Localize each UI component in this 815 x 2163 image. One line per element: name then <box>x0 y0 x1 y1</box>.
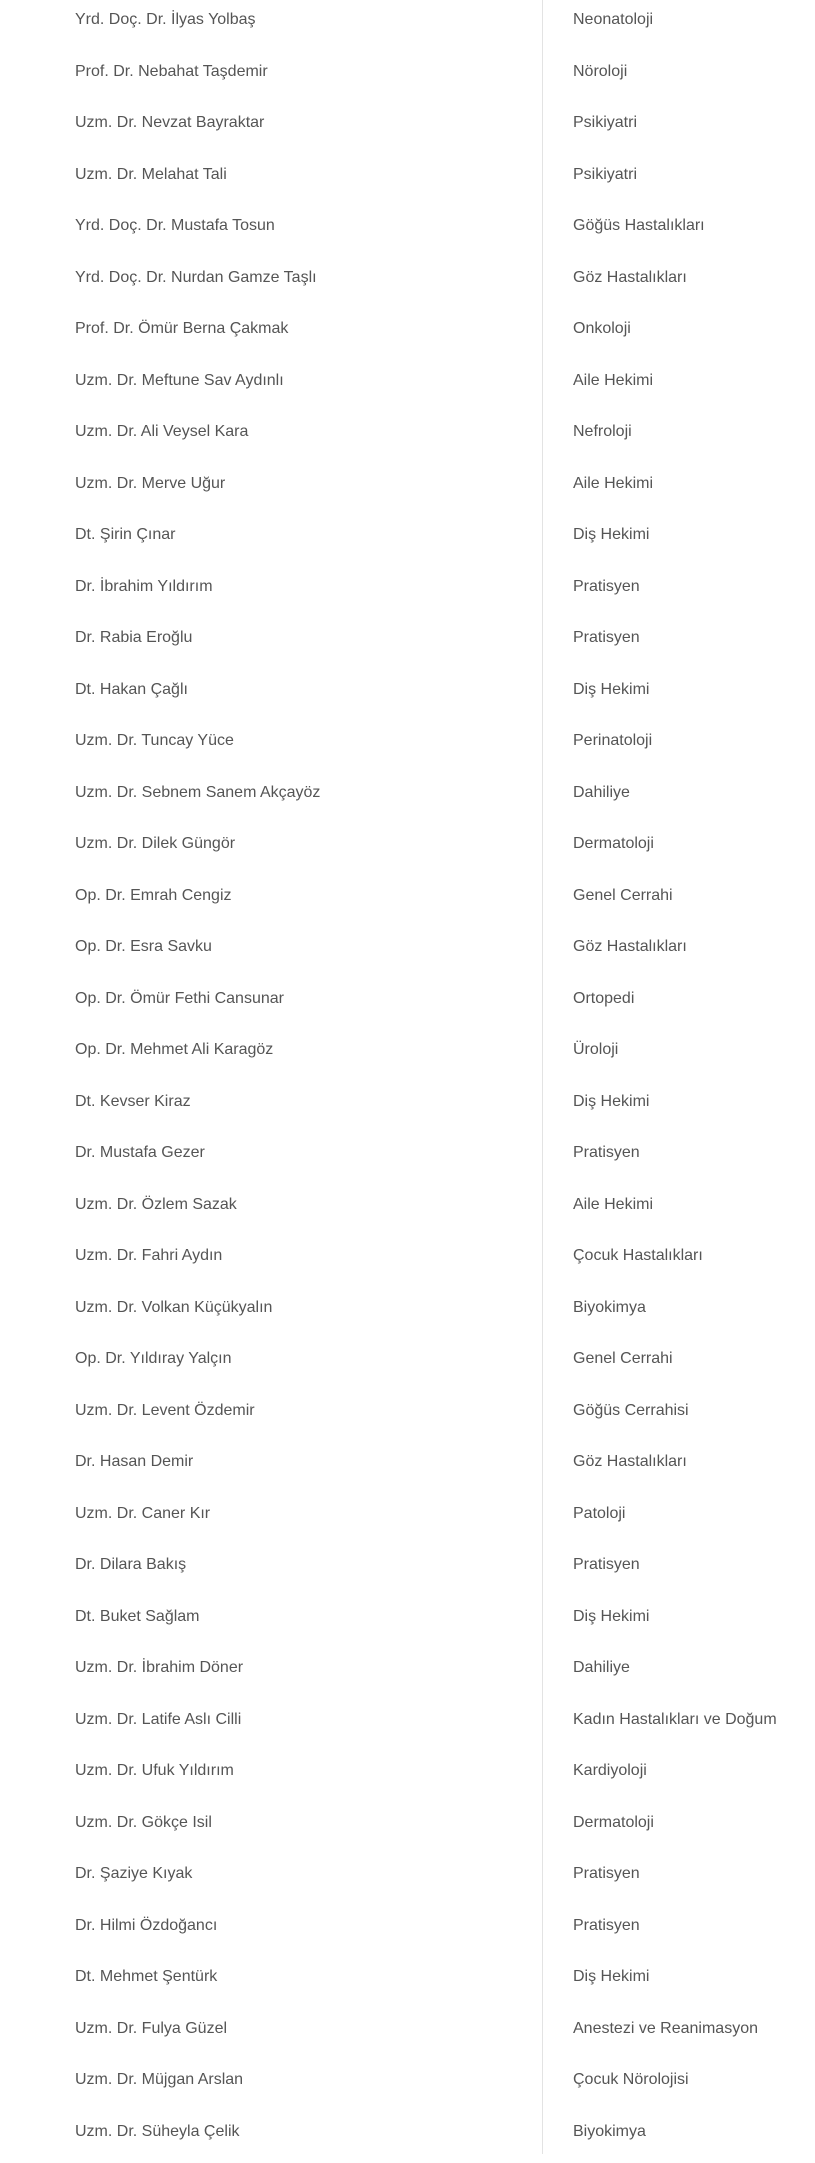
doctor-department: Nefroloji <box>573 412 632 452</box>
doctor-name: Uzm. Dr. Fahri Aydın <box>75 1236 222 1276</box>
doctor-name: Dr. Dilara Bakış <box>75 1545 186 1585</box>
doctor-department: Psikiyatri <box>573 155 637 195</box>
doctor-department: Anestezi ve Reanimasyon <box>573 2009 758 2049</box>
table-row <box>0 1700 815 1752</box>
doctor-department: Pratisyen <box>573 1133 640 1173</box>
table-row <box>0 155 815 207</box>
doctor-department: Diş Hekimi <box>573 1082 649 1122</box>
doctor-department: Genel Cerrahi <box>573 876 673 916</box>
doctor-name: Uzm. Dr. Ufuk Yıldırım <box>75 1751 234 1791</box>
table-row <box>0 1648 815 1700</box>
doctor-department: Çocuk Hastalıkları <box>573 1236 703 1276</box>
doctor-department: Perinatoloji <box>573 721 652 761</box>
doctor-name: Uzm. Dr. Volkan Küçükyalın <box>75 1288 272 1328</box>
doctor-department: Dahiliye <box>573 773 630 813</box>
doctor-department: Göz Hastalıkları <box>573 927 687 967</box>
table-row <box>0 876 815 928</box>
doctor-name: Uzm. Dr. Tuncay Yüce <box>75 721 234 761</box>
doctor-department: Aile Hekimi <box>573 464 653 504</box>
doctor-department: Pratisyen <box>573 567 640 607</box>
doctor-department: Kardiyoloji <box>573 1751 647 1791</box>
table-row <box>0 1854 815 1906</box>
table-row <box>0 979 815 1031</box>
table-row <box>0 1597 815 1649</box>
table-row <box>0 1185 815 1237</box>
table-row <box>0 1803 815 1855</box>
table-row <box>0 2112 815 2163</box>
doctor-name: Prof. Dr. Nebahat Taşdemir <box>75 52 268 92</box>
table-row <box>0 1133 815 1185</box>
doctor-name: Uzm. Dr. Fulya Güzel <box>75 2009 227 2049</box>
table-row <box>0 1545 815 1597</box>
doctor-department: Patoloji <box>573 1494 625 1534</box>
table-row <box>0 1391 815 1443</box>
doctor-name: Uzm. Dr. Nevzat Bayraktar <box>75 103 264 143</box>
doctor-name: Op. Dr. Yıldıray Yalçın <box>75 1339 232 1379</box>
doctor-name: Yrd. Doç. Dr. Mustafa Tosun <box>75 206 275 246</box>
table-row <box>0 309 815 361</box>
table-row <box>0 1030 815 1082</box>
doctor-name: Uzm. Dr. Meftune Sav Aydınlı <box>75 361 284 401</box>
doctor-department: Nöroloji <box>573 52 627 92</box>
doctor-department: Pratisyen <box>573 618 640 658</box>
table-row <box>0 1957 815 2009</box>
table-row <box>0 0 815 52</box>
doctor-name: Uzm. Dr. Latife Aslı Cilli <box>75 1700 241 1740</box>
table-row <box>0 1494 815 1546</box>
doctor-name: Op. Dr. Ömür Fethi Cansunar <box>75 979 284 1019</box>
doctor-name: Dr. Mustafa Gezer <box>75 1133 205 1173</box>
doctor-department: Çocuk Nörolojisi <box>573 2060 689 2100</box>
table-row <box>0 361 815 413</box>
doctor-name: Uzm. Dr. Ali Veysel Kara <box>75 412 248 452</box>
table-row <box>0 1339 815 1391</box>
doctor-name: Prof. Dr. Ömür Berna Çakmak <box>75 309 288 349</box>
doctor-department: Göğüs Cerrahisi <box>573 1391 689 1431</box>
doctor-name: Dt. Kevser Kiraz <box>75 1082 191 1122</box>
doctor-department: Dahiliye <box>573 1648 630 1688</box>
doctor-department: Biyokimya <box>573 2112 646 2152</box>
doctor-name: Dr. İbrahim Yıldırım <box>75 567 213 607</box>
table-row <box>0 52 815 104</box>
doctor-department: Göz Hastalıkları <box>573 258 687 298</box>
table-row <box>0 927 815 979</box>
table-row <box>0 824 815 876</box>
doctor-name: Uzm. Dr. Müjgan Arslan <box>75 2060 243 2100</box>
table-row <box>0 1751 815 1803</box>
doctor-name: Uzm. Dr. Sebnem Sanem Akçayöz <box>75 773 320 813</box>
doctor-department: Aile Hekimi <box>573 1185 653 1225</box>
doctor-name: Dt. Hakan Çağlı <box>75 670 188 710</box>
doctor-name: Dt. Şirin Çınar <box>75 515 175 555</box>
doctor-department: Psikiyatri <box>573 103 637 143</box>
doctor-department: Pratisyen <box>573 1854 640 1894</box>
doctor-name: Dr. Hasan Demir <box>75 1442 193 1482</box>
doctor-name: Uzm. Dr. Dilek Güngör <box>75 824 235 864</box>
doctor-name: Op. Dr. Esra Savku <box>75 927 212 967</box>
table-row <box>0 464 815 516</box>
doctor-department: Ortopedi <box>573 979 634 1019</box>
table-row <box>0 1082 815 1134</box>
table-row <box>0 1236 815 1288</box>
table-row <box>0 670 815 722</box>
doctor-department: Dermatoloji <box>573 1803 654 1843</box>
doctor-department: Biyokimya <box>573 1288 646 1328</box>
doctor-department: Dermatoloji <box>573 824 654 864</box>
doctor-name: Dt. Buket Sağlam <box>75 1597 200 1637</box>
doctor-department: Neonatoloji <box>573 0 653 40</box>
doctor-name: Uzm. Dr. Levent Özdemir <box>75 1391 255 1431</box>
table-row <box>0 1442 815 1494</box>
doctor-department: Diş Hekimi <box>573 1597 649 1637</box>
doctor-name: Uzm. Dr. İbrahim Döner <box>75 1648 243 1688</box>
doctor-name: Uzm. Dr. Gökçe Isil <box>75 1803 212 1843</box>
doctor-name: Dr. Şaziye Kıyak <box>75 1854 192 1894</box>
table-row <box>0 206 815 258</box>
table-row <box>0 2060 815 2112</box>
doctor-department: Diş Hekimi <box>573 1957 649 1997</box>
doctor-department: Aile Hekimi <box>573 361 653 401</box>
doctor-department: Kadın Hastalıkları ve Doğum <box>573 1700 777 1740</box>
doctor-name: Uzm. Dr. Özlem Sazak <box>75 1185 237 1225</box>
doctor-name: Uzm. Dr. Caner Kır <box>75 1494 210 1534</box>
doctor-name: Dt. Mehmet Şentürk <box>75 1957 217 1997</box>
doctor-name: Op. Dr. Emrah Cengiz <box>75 876 232 916</box>
table-row <box>0 773 815 825</box>
table-row <box>0 567 815 619</box>
table-row <box>0 2009 815 2061</box>
doctor-department: Pratisyen <box>573 1906 640 1946</box>
table-row <box>0 412 815 464</box>
doctor-department: Göğüs Hastalıkları <box>573 206 705 246</box>
doctor-name: Op. Dr. Mehmet Ali Karagöz <box>75 1030 273 1070</box>
doctor-department: Diş Hekimi <box>573 515 649 555</box>
doctor-department: Üroloji <box>573 1030 618 1070</box>
table-row <box>0 515 815 567</box>
doctor-name: Yrd. Doç. Dr. Nurdan Gamze Taşlı <box>75 258 317 298</box>
doctor-department: Genel Cerrahi <box>573 1339 673 1379</box>
doctor-name: Yrd. Doç. Dr. İlyas Yolbaş <box>75 0 256 40</box>
doctor-department: Onkoloji <box>573 309 631 349</box>
table-row <box>0 618 815 670</box>
doctor-name: Uzm. Dr. Merve Uğur <box>75 464 225 504</box>
table-row <box>0 1288 815 1340</box>
table-row <box>0 721 815 773</box>
table-row <box>0 1906 815 1958</box>
doctor-department: Diş Hekimi <box>573 670 649 710</box>
doctor-name: Dr. Rabia Eroğlu <box>75 618 192 658</box>
doctor-department: Pratisyen <box>573 1545 640 1585</box>
table-row <box>0 258 815 310</box>
doctor-department: Göz Hastalıkları <box>573 1442 687 1482</box>
doctor-name: Dr. Hilmi Özdoğancı <box>75 1906 217 1946</box>
table-row <box>0 103 815 155</box>
doctor-name: Uzm. Dr. Süheyla Çelik <box>75 2112 240 2152</box>
doctor-name: Uzm. Dr. Melahat Tali <box>75 155 227 195</box>
